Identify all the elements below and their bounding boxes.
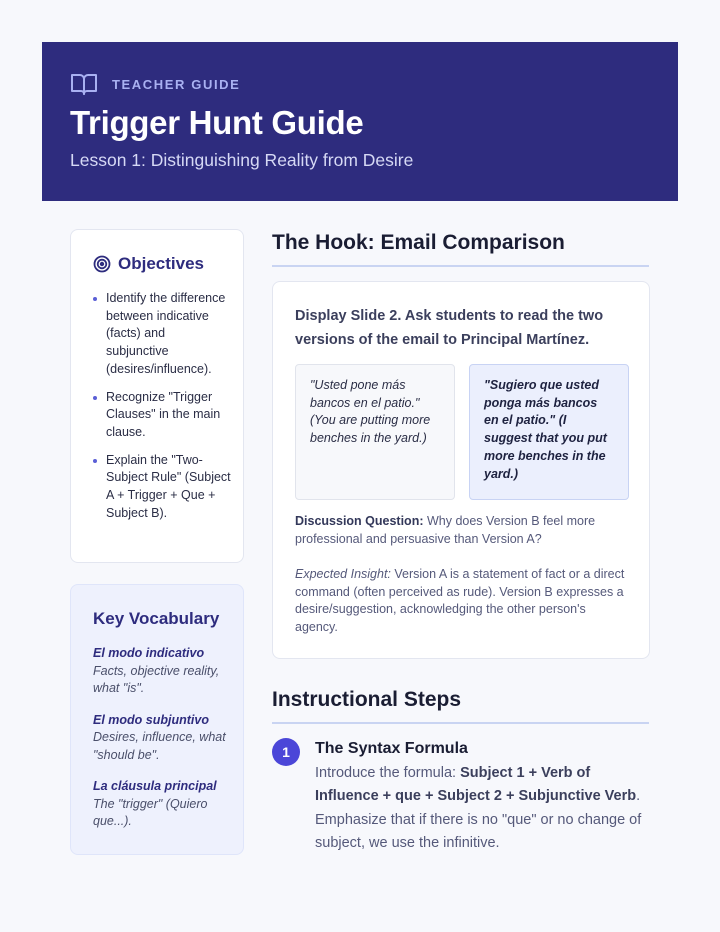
objectives-title: Objectives [118,254,204,273]
vocabulary-item [93,645,233,698]
objective-item: Explain the "Two-Subject Rule" (Subject A + Trigger + Que + Subject B). [91,452,231,523]
book-open-icon [70,72,98,96]
hook-card [272,281,650,659]
step-body [315,762,650,855]
step-formula: Subject 1 + Verb of Influence + que + Subject 2 + Subjunctive Verb [315,765,637,805]
objectives-card [70,229,244,563]
objective-item: Identify the difference between indicative (facts) and subjunctive (desires/influence). [91,290,231,379]
insight-text: Version A is a statement of fact or a direct command (often perceived as rude). Version B expresses a desire/suggestion, acknowledging the other person's agency. [295,567,625,635]
discussion-text: Why does Version B feel more professional and persuasive than Version A? [295,514,596,546]
step-body-intro: Introduce the formula: [315,765,461,781]
vocabulary-term: La cláusula principal [93,779,217,793]
hook-section-title: The Hook: Email Comparison [272,231,649,267]
steps-section-title: Instructional Steps [272,688,649,724]
header-eyebrow [70,72,240,96]
header-banner [42,42,678,201]
vocabulary-card [70,584,244,855]
vocabulary-term: El modo subjuntivo [93,712,209,727]
target-icon [93,255,111,273]
page-subtitle: Lesson 1: Distinguishing Reality from Desire [70,150,414,170]
vocabulary-title: Key Vocabulary [93,609,220,628]
vocabulary-definition: Desires, influence, what "should be". [93,730,226,762]
page-title: Trigger Hunt Guide [70,104,364,141]
email-version-b: "Sugiero que usted ponga más bancos en el patio." (I suggest that you put more benches in the yard.) [469,364,629,500]
vocabulary-item [93,778,233,831]
step-title: The Syntax Formula [315,740,468,757]
hook-prompt: Display Slide 2. Ask students to read the two versions of the email to Principal Martínez. [295,308,604,348]
expected-insight [295,566,625,637]
discussion-question [295,513,625,548]
step-body-end: . Emphasize that if there is no "que" or no change of subject, we use the infinitive. [315,788,642,851]
discussion-label: Discussion Question: [295,514,424,528]
email-version-a: "Usted pone más bancos en el patio." (You are putting more benches in the yard.) [295,364,455,500]
eyebrow-label: TEACHER GUIDE [112,76,241,92]
insight-label: Expected Insight: [295,567,391,581]
objective-item: Recognize "Trigger Clauses" in the main clause. [91,389,231,442]
objectives-heading [93,254,204,274]
step-number-badge: 1 [272,738,300,766]
vocabulary-definition: The "trigger" (Quiero que...). [93,796,208,828]
objectives-list [91,290,231,532]
vocabulary-list [93,645,233,845]
vocabulary-item [93,712,233,765]
vocabulary-term: El modo indicativo [93,646,205,660]
vocabulary-definition: Facts, objective reality, what "is". [93,663,220,695]
